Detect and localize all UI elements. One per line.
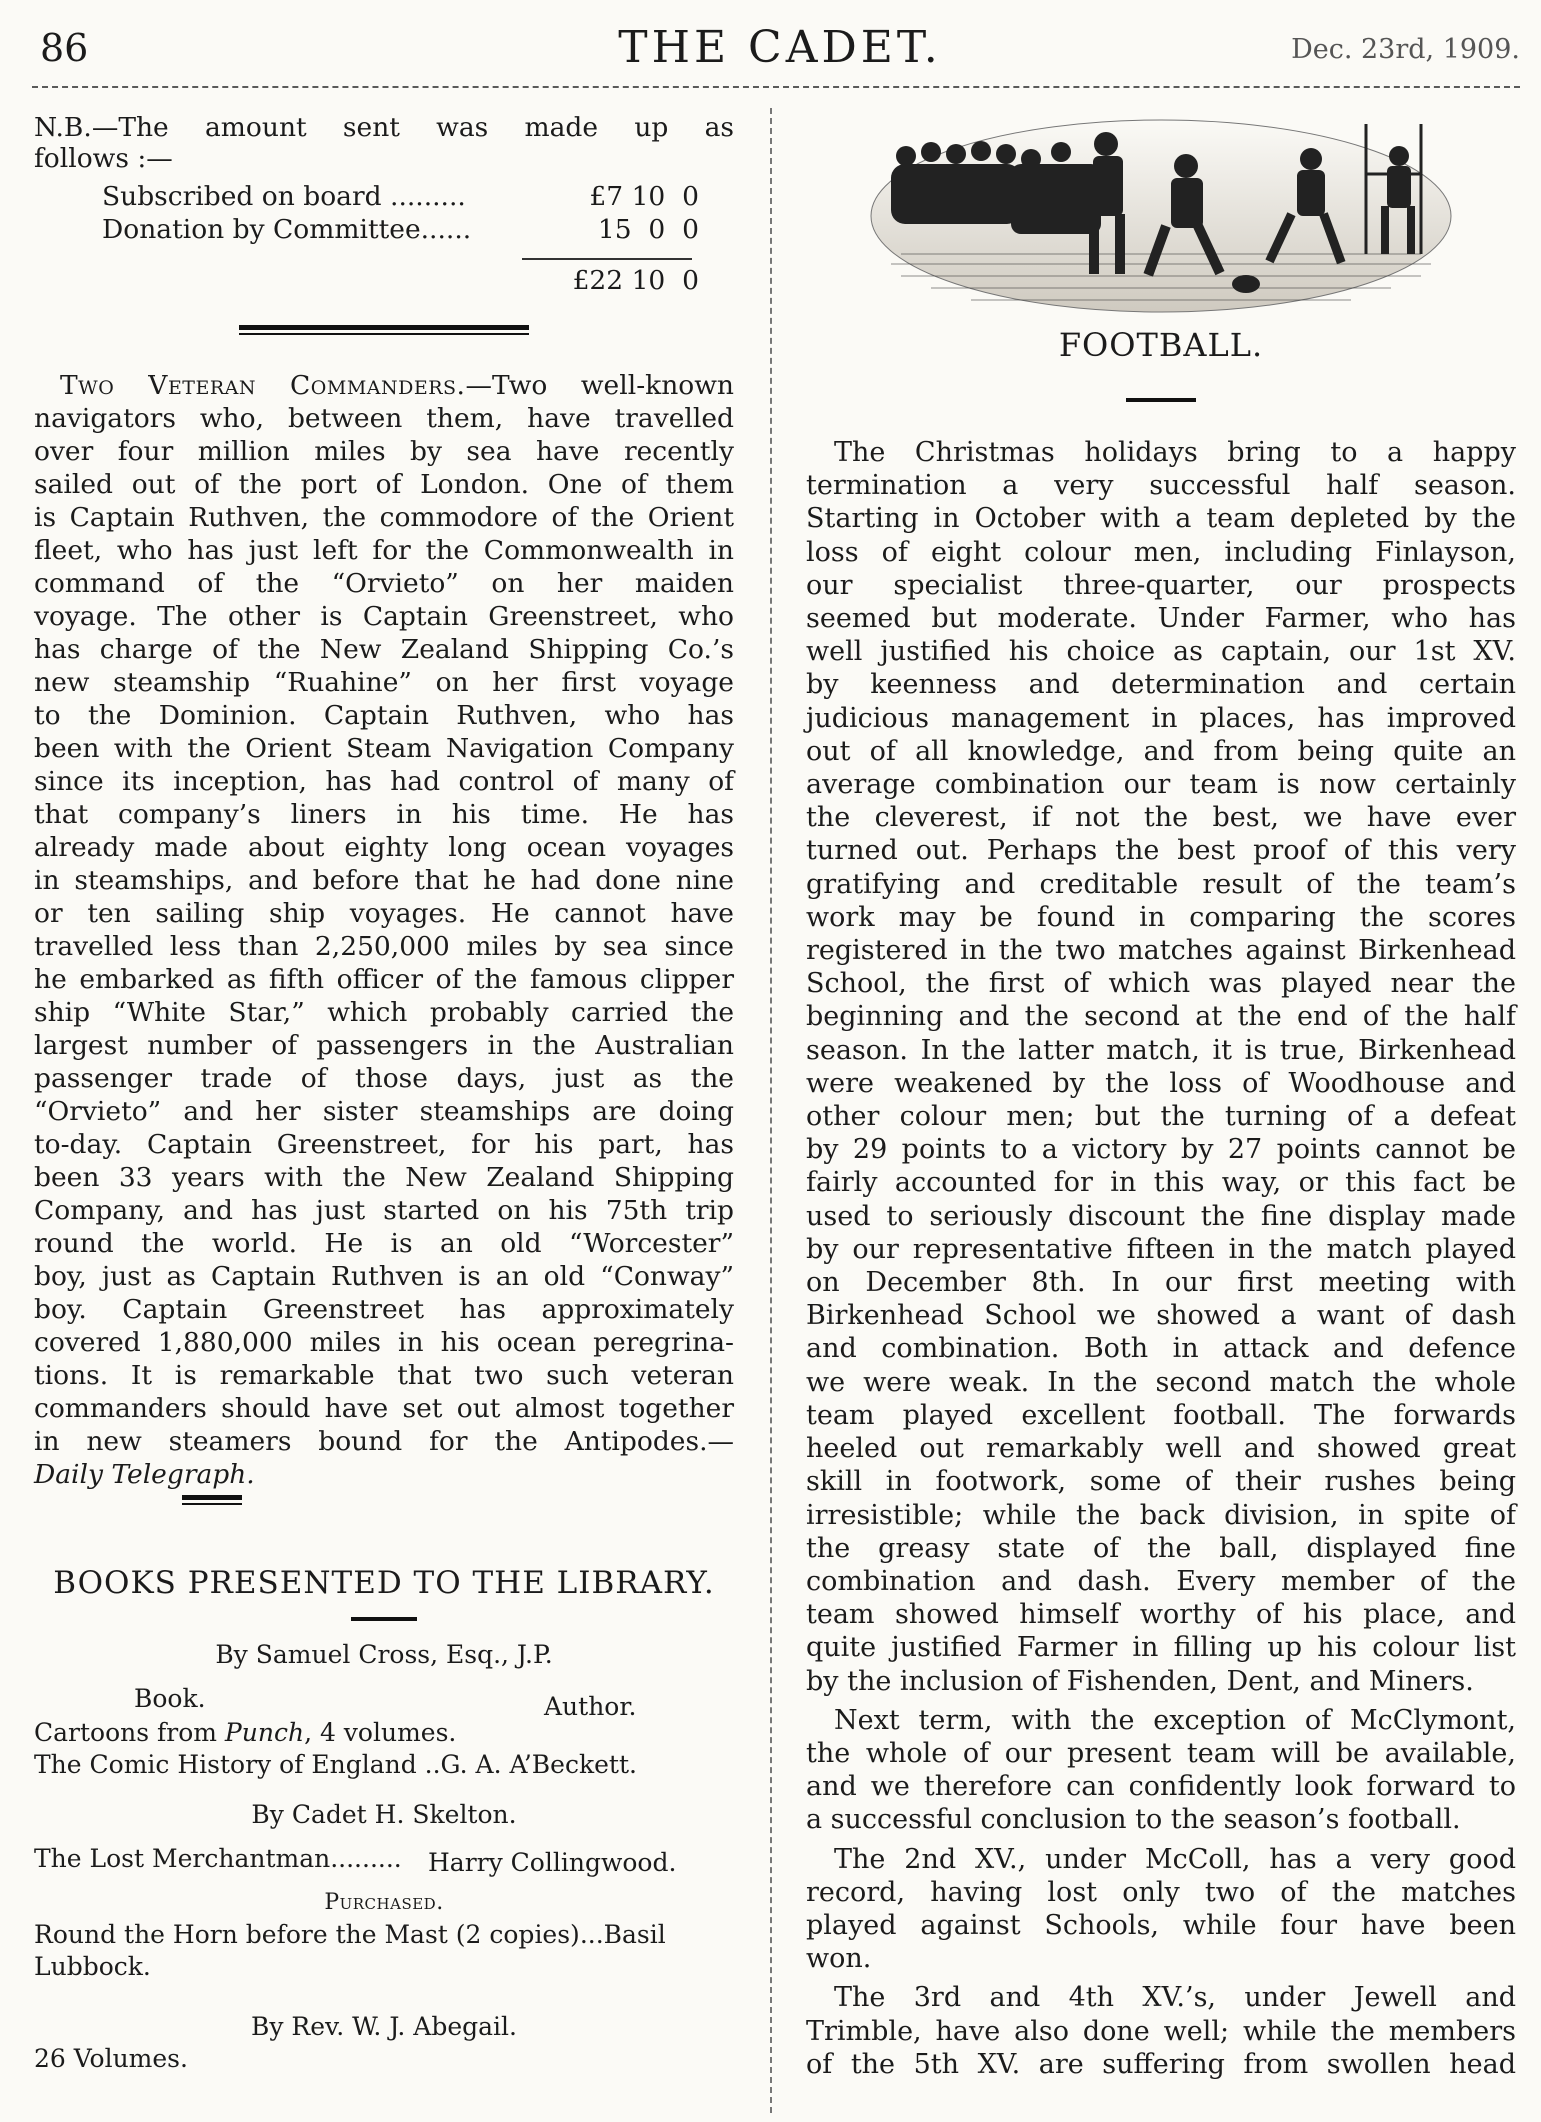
football-line: work may be found in comparing the scores	[806, 901, 1516, 933]
article-line: travelled less than 2,250,000 miles by sea since	[34, 931, 734, 962]
football-title: FOOTBALL.	[1058, 326, 1264, 364]
football-line: fairly accounted for in this way, or this fact be	[806, 1167, 1516, 1199]
books-columns	[34, 1683, 734, 1721]
football-line: Next term, with the exception of McClymont,	[834, 1704, 1516, 1736]
football-line: our specialist three-quarter, our prospects	[806, 569, 1516, 601]
football-line: turned out. Perhaps the best proof of this very	[806, 835, 1516, 867]
donor-heading: By Rev. W. J. Abegail.	[250, 2012, 517, 2041]
football-line: skill in footwork, some of their rushes being	[806, 1466, 1516, 1498]
football-line: combination and dash. Every member of the	[806, 1565, 1516, 1597]
book-title: The Lost Merchantman.........	[34, 1844, 402, 1873]
article-line: round the world. He is an old “Worcester”	[34, 1228, 734, 1259]
football-line: The Christmas holidays bring to a happy	[834, 437, 1516, 468]
football-line: were weakened by the loss of Woodhouse and	[806, 1067, 1516, 1099]
nb-line: N.B.—The amount sent was made up as	[34, 112, 734, 143]
article-text: —Two well-known	[465, 370, 734, 401]
article-line: that company’s liners in his time. He has	[34, 799, 734, 830]
article-source	[34, 1458, 734, 1491]
football-line: season. In the latter match, it is true, Birkenhead	[806, 1034, 1516, 1066]
football-line: used to seriously discount the fine display made	[806, 1200, 1516, 1232]
book-title-part: , 4 volumes.	[304, 1718, 457, 1747]
football-line: of the 5th XV. are suffering from swollen head	[806, 2048, 1516, 2080]
football-line: the greasy state of the ball, displayed fine	[806, 1532, 1516, 1564]
article-line: in new steamers bound for the Antipodes.—	[34, 1426, 734, 1457]
book-entry: Round the Horn before the Mast (2 copies)...Basil Lubbock.	[34, 1920, 666, 1981]
money-row	[34, 180, 734, 213]
football-line: on December 8th. In our first meeting with	[806, 1267, 1516, 1299]
article-line: passenger trade of those days, just as the	[34, 1063, 734, 1094]
article-line: has charge of the New Zealand Shipping Co.’s	[34, 634, 734, 665]
football-line: heeled out remarkably well and showed great	[806, 1433, 1516, 1465]
money-row	[34, 213, 734, 246]
football-illustration	[861, 104, 1461, 314]
article-line: tions. It is remarkable that two such veteran	[34, 1360, 734, 1391]
publication-title: THE CADET.	[618, 22, 942, 73]
football-line: played against Schools, while four have been	[806, 1909, 1516, 1941]
books-rule	[351, 1617, 417, 1621]
football-line: by keenness and determination and certain	[806, 669, 1516, 701]
left-column	[34, 112, 734, 2075]
article-line: to the Dominion. Captain Ruthven, who has	[34, 700, 734, 731]
football-line: by the inclusion of Fishenden, Dent, and Miners.	[806, 1665, 1474, 1697]
article-line: covered 1,880,000 miles in his ocean peregrina-	[34, 1327, 734, 1358]
sum-line	[522, 258, 692, 260]
football-line: The 2nd XV., under McColl, has a very good	[834, 1843, 1516, 1875]
money-amount: £7 10 0	[589, 181, 699, 212]
football-line: quite justified Farmer in filling up his colour list	[806, 1632, 1516, 1664]
football-line: gratifying and creditable result of the team’s	[806, 868, 1516, 900]
football-line: loss of eight colour men, including Finlayson,	[806, 536, 1516, 568]
money-table	[34, 180, 734, 297]
book-entry: The Comic History of England ..G. A. A’Beckett.	[34, 1750, 637, 1779]
books-heading: BOOKS PRESENTED TO THE LIBRARY.	[53, 1565, 715, 1601]
money-amount: 15 0 0	[597, 214, 699, 245]
football-line: seemed but moderate. Under Farmer, who has	[806, 603, 1516, 635]
donor-heading: By Samuel Cross, Esq., J.P.	[215, 1640, 553, 1669]
football-line: beginning and the second at the end of the half	[806, 1001, 1516, 1033]
football-line: the whole of our present team will be available,	[806, 1737, 1516, 1769]
article-line: to-day. Captain Greenstreet, for his part, has	[34, 1129, 734, 1160]
article-line: since its inception, has had control of many of	[34, 766, 734, 797]
purchased-heading: Purchased.	[324, 1890, 444, 1915]
article-line: boy, just as Captain Ruthven is an old “Conway”	[34, 1261, 734, 1292]
football-line: and we therefore can confidently look forward to	[806, 1771, 1516, 1803]
football-line: Birkenhead School we showed a want of dash	[806, 1300, 1516, 1332]
book-title-italic: Punch	[224, 1718, 305, 1747]
football-line: termination a very successful half season.	[806, 470, 1516, 502]
article-line: navigators who, between them, have travelled	[34, 403, 734, 434]
article-line: in steamships, and before that he had done nine	[34, 865, 734, 896]
football-line: Starting in October with a team depleted by the	[806, 503, 1516, 535]
article-line: command of the “Orvieto” on her maiden	[34, 568, 734, 599]
book-entry: 26 Volumes.	[34, 2044, 188, 2073]
short-rule	[182, 1495, 242, 1505]
money-label: Subscribed on board .........	[102, 181, 466, 212]
article-line: he embarked as fifth officer of the famous clipper	[34, 964, 734, 995]
article-line: already made about eighty long ocean voyages	[34, 832, 734, 863]
book-title-part: Cartoons from	[34, 1718, 225, 1747]
article-line: commanders should have set out almost together	[34, 1393, 734, 1424]
section-rule	[239, 325, 529, 335]
football-line: team showed himself worthy of his place, and	[806, 1599, 1516, 1631]
veteran-commanders-article	[34, 369, 734, 1458]
books-list	[34, 1639, 734, 2075]
article-line: or ten sailing ship voyages. He cannot have	[34, 898, 734, 929]
nb-note	[34, 112, 734, 174]
football-line: we were weak. In the second match the whole	[806, 1366, 1516, 1398]
article-source-text: Daily Telegraph.	[34, 1459, 255, 1490]
article-line: over four million miles by sea have recently	[34, 436, 734, 467]
column-divider	[770, 108, 772, 2113]
football-line: by our representative fifteen in the match played	[806, 1233, 1516, 1265]
article-line: new steamship “Ruahine” on her first voyage	[34, 667, 734, 698]
football-line: judicious management in places, has improved	[806, 702, 1516, 734]
book-entry	[34, 1843, 734, 1877]
football-line: the cleverest, if not the best, we have ever	[806, 802, 1516, 834]
nb-line: follows :—	[34, 143, 173, 174]
article-line	[34, 369, 734, 402]
header-rule	[32, 86, 1520, 88]
football-line: well justified his choice as captain, our 1st XV.	[806, 636, 1516, 668]
football-rule	[1126, 398, 1196, 402]
donor-heading: By Cadet H. Skelton.	[251, 1800, 517, 1829]
article-line: is Captain Ruthven, the commodore of the Orient	[34, 502, 734, 533]
article-line: been with the Orient Steam Navigation Company	[34, 733, 734, 764]
article-line: largest number of passengers in the Australian	[34, 1030, 734, 1061]
right-column	[806, 104, 1516, 2081]
football-line: by 29 points to a victory by 27 points cannot be	[806, 1134, 1516, 1166]
football-line: and combination. Both in attack and defence	[806, 1333, 1516, 1365]
article-line: boy. Captain Greenstreet has approximately	[34, 1294, 734, 1325]
article-line: been 33 years with the New Zealand Shipping	[34, 1162, 734, 1193]
football-line: average combination our team is now certainly	[806, 769, 1516, 801]
money-total-row	[34, 264, 734, 297]
page-number: 86	[40, 26, 89, 70]
article-line: fleet, who has just left for the Commonwealth in	[34, 535, 734, 566]
football-line: record, having lost only two of the matches	[806, 1876, 1516, 1908]
football-line: The 3rd and 4th XV.’s, under Jewell and	[834, 1982, 1516, 2014]
football-line: Trimble, have also done well; while the members	[806, 2015, 1516, 2047]
issue-date: Dec. 23rd, 1909.	[1291, 34, 1520, 65]
article-line: voyage. The other is Captain Greenstreet, who	[34, 601, 734, 632]
football-article	[806, 436, 1516, 2081]
football-line: a successful conclusion to the season’s football.	[806, 1804, 1461, 1836]
col-book-label: Book.	[134, 1684, 206, 1713]
football-line: other colour men; but the turning of a defeat	[806, 1101, 1516, 1133]
article-line: “Orvieto” and her sister steamships are doing	[34, 1096, 734, 1127]
page-header	[40, 22, 1520, 82]
football-line: School, the first of which was played near the	[806, 968, 1516, 1000]
article-line: Company, and has just started on his 75th trip	[34, 1195, 734, 1226]
football-line: irresistible; while the back division, in spite of	[806, 1499, 1516, 1531]
money-total: £22 10 0	[572, 265, 699, 296]
football-line: won.	[806, 1943, 872, 1975]
article-line: ship “White Star,” which probably carried the	[34, 997, 734, 1028]
money-label: Donation by Committee......	[102, 214, 472, 245]
article-heading: Two Veteran Commanders.	[60, 370, 466, 401]
col-author-label: Author.	[544, 1692, 637, 1721]
book-author: Harry Collingwood.	[428, 1848, 677, 1877]
article-line: sailed out of the port of London. One of them	[34, 469, 734, 500]
football-line: team played excellent football. The forwards	[806, 1399, 1516, 1431]
football-line: registered in the two matches against Birkenhead	[806, 935, 1516, 967]
football-line: out of all knowledge, and from being quite an	[806, 735, 1516, 767]
